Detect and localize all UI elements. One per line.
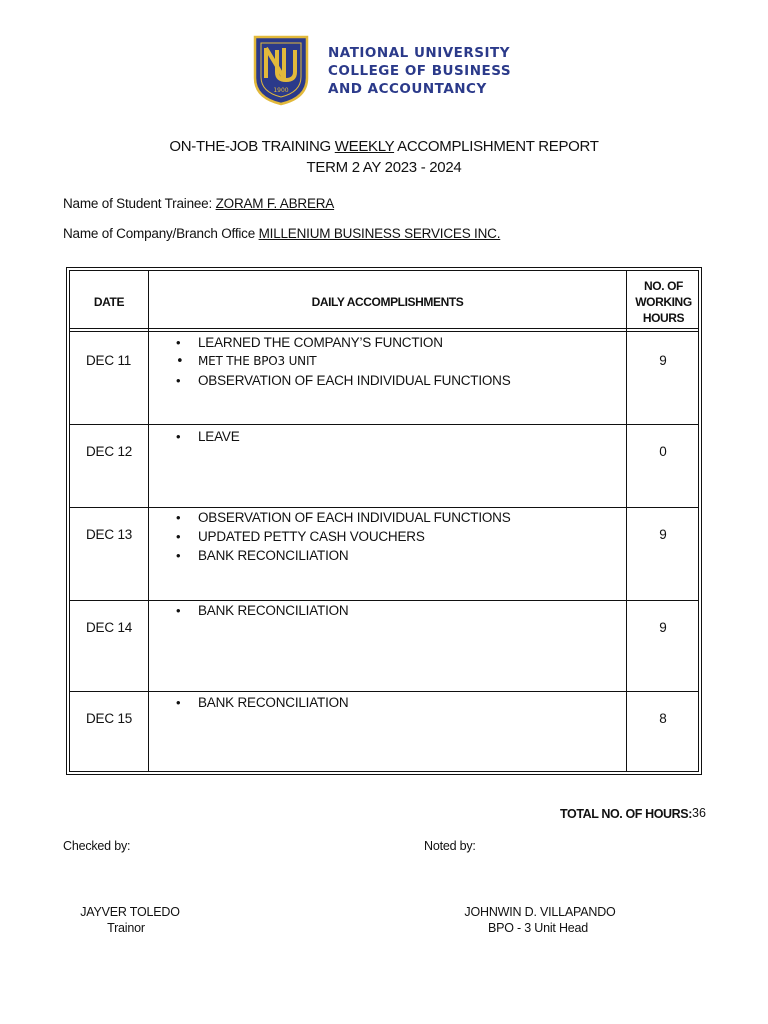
header-divider	[70, 328, 698, 329]
trainee-label: Name of Student Trainee:	[63, 196, 216, 211]
total-hours-label: TOTAL NO. OF HOURS:	[560, 807, 692, 821]
row-4-items	[174, 601, 348, 620]
list-item: • LEAVE	[174, 427, 240, 446]
university-seal-icon	[252, 34, 310, 106]
list-item: • OBSERVATION OF EACH INDIVIDUAL FUNCTIONS	[174, 508, 511, 527]
row-5-date: DEC 15	[86, 711, 133, 726]
institution-logo	[224, 30, 544, 110]
row-2-hours: 0	[659, 444, 667, 459]
row-2-items	[174, 427, 240, 446]
row-1-hours: 9	[659, 353, 667, 368]
trainee-name: ZORAM F. ABRERA	[215, 196, 335, 211]
institution-line-2: COLLEGE OF BUSINESS	[328, 63, 512, 79]
list-item: • BANK RECONCILIATION	[174, 546, 511, 565]
row-3-date: DEC 13	[86, 527, 133, 542]
institution-line-3: AND ACCOUNTANCY	[328, 81, 487, 97]
row-3-items	[174, 508, 511, 566]
seal-year: 1900	[273, 87, 289, 94]
accomplishment-table	[66, 267, 702, 775]
checked-by-label: Checked by:	[63, 839, 131, 853]
list-item: • UPDATED PETTY CASH VOUCHERS	[174, 527, 511, 546]
list-item: • LEARNED THE COMPANY’S FUNCTION	[174, 333, 511, 352]
row-divider	[70, 691, 698, 692]
institution-name	[328, 44, 511, 98]
row-1-items	[174, 333, 511, 391]
row-4-date: DEC 14	[86, 620, 133, 635]
row-divider	[70, 424, 698, 425]
report-subtitle: TERM 2 AY 2023 - 2024	[306, 159, 462, 176]
row-divider	[70, 600, 698, 601]
header-date: DATE	[93, 295, 125, 309]
row-3-hours: 9	[659, 527, 667, 542]
row-2-date: DEC 12	[86, 444, 133, 459]
list-item: • BANK RECONCILIATION	[174, 693, 348, 712]
header-divider	[70, 331, 698, 332]
list-item: • OBSERVATION OF EACH INDIVIDUAL FUNCTIONS	[174, 371, 511, 390]
list-item: • BANK RECONCILIATION	[174, 601, 348, 620]
header-hours	[627, 278, 700, 326]
title-part-2: ACCOMPLISHMENT REPORT	[394, 138, 599, 155]
noter-role: BPO - 3 Unit Head	[487, 921, 589, 935]
list-item: • MET THE BPO3 UNIT	[174, 352, 511, 371]
row-1-date: DEC 11	[86, 353, 132, 368]
header-hours-line-2: WORKING	[635, 295, 692, 309]
noted-by-label: Noted by:	[424, 839, 476, 853]
row-5-hours: 8	[659, 711, 667, 726]
title-part-1: ON-THE-JOB TRAINING	[169, 138, 335, 155]
header-hours-line-1: NO. OF	[644, 279, 683, 293]
table-inner-border	[69, 270, 699, 772]
company-field	[63, 226, 500, 241]
trainee-field	[63, 196, 334, 211]
checker-role: Trainor	[107, 921, 145, 935]
column-divider	[148, 271, 149, 771]
institution-line-1: NATIONAL UNIVERSITY	[328, 45, 511, 61]
report-title	[0, 138, 768, 155]
company-label: Name of Company/Branch Office	[63, 226, 259, 241]
noter-name: JOHNWIN D. VILLAPANDO	[464, 905, 616, 919]
header-accomplishments: DAILY ACCOMPLISHMENTS	[311, 295, 464, 309]
company-name: MILLENIUM BUSINESS SERVICES INC.	[258, 226, 501, 241]
title-emphasis: WEEKLY	[334, 138, 395, 155]
row-4-hours: 9	[659, 620, 667, 635]
header-hours-line-3: HOURS	[642, 311, 685, 325]
column-divider	[626, 271, 627, 771]
checker-name: JAYVER TOLEDO	[80, 905, 180, 919]
total-hours-value: 36	[692, 806, 706, 820]
row-5-items	[174, 693, 348, 712]
